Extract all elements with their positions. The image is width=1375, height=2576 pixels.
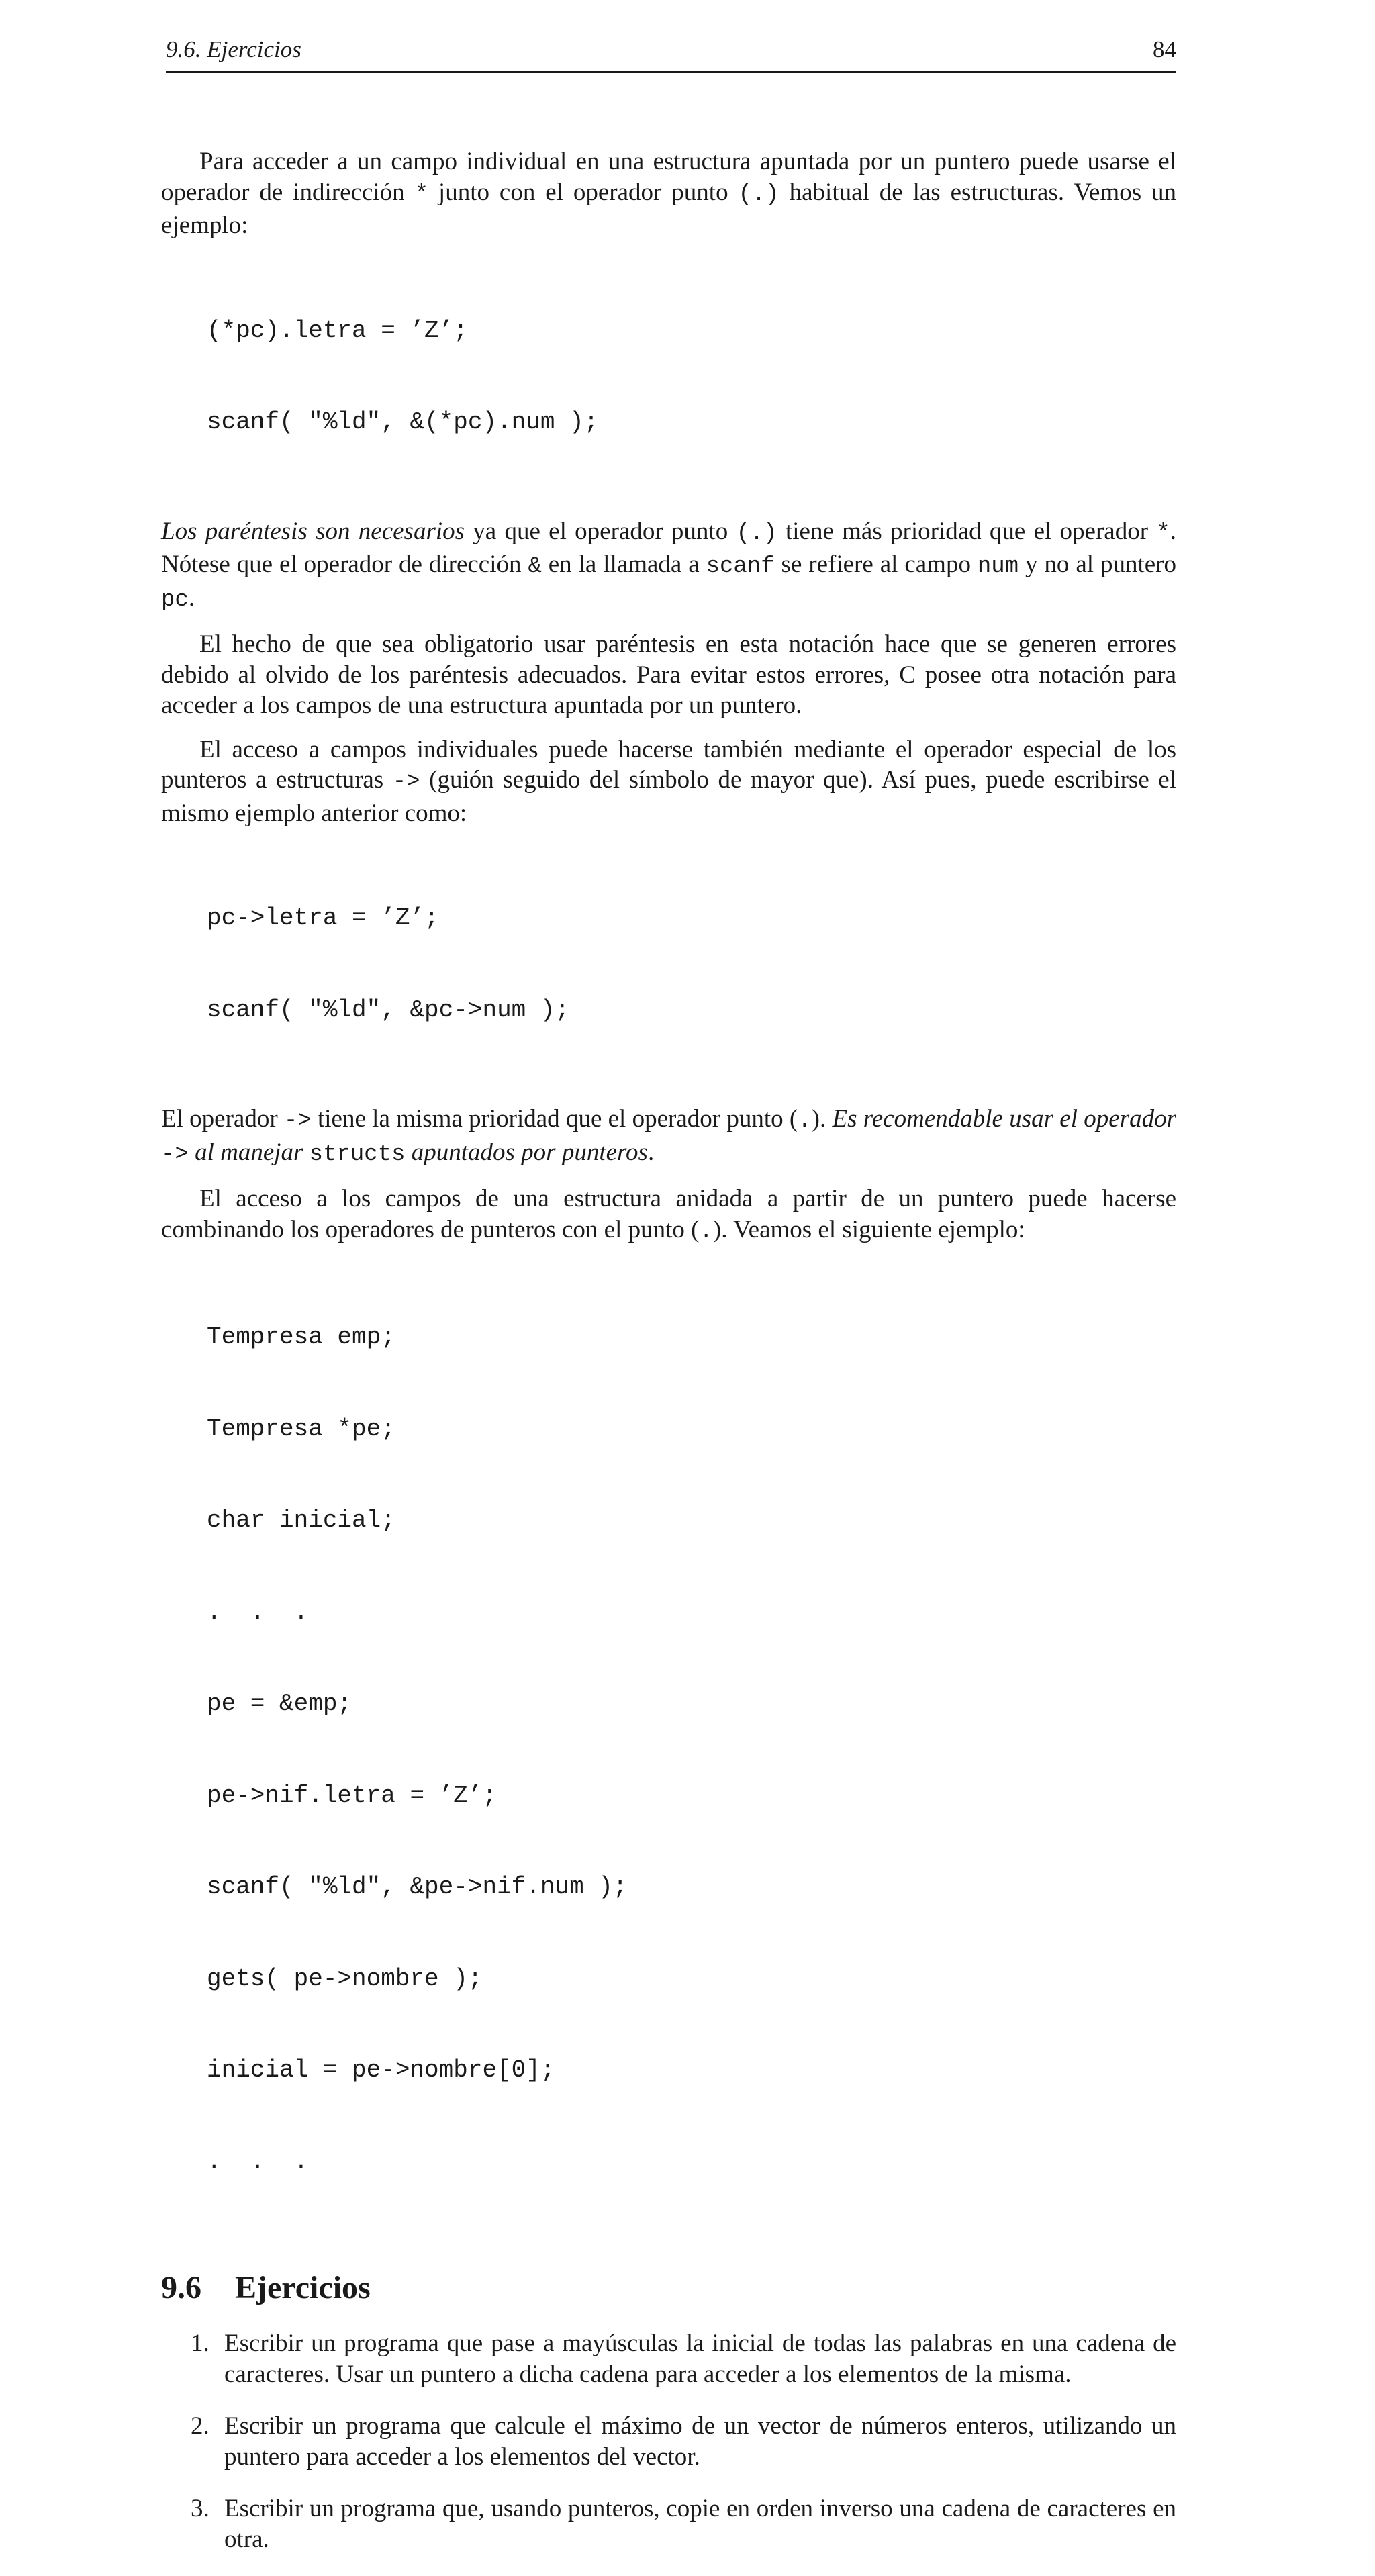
text-run: se refiere al campo bbox=[774, 551, 978, 578]
code-line: inicial = pe->nombre[0]; bbox=[207, 2056, 555, 2084]
text-run: El acceso a campos individuales puede hacerse también mediante el operador especial de los punteros a estructuras bbox=[161, 735, 1176, 794]
code-inline: structs bbox=[309, 1141, 406, 1167]
paragraph-2 bbox=[161, 516, 1176, 616]
text-run: ya que el operador punto bbox=[465, 517, 737, 545]
code-inline: scanf bbox=[706, 554, 775, 579]
exercise-text: Escribir un programa que calcule el máximo de un vector de números enteros, utilizando un puntero para acceder a los elementos del vector. bbox=[224, 2412, 1176, 2471]
code-line: (*pc).letra = ’Z’; bbox=[207, 316, 468, 344]
list-item bbox=[161, 2493, 1176, 2555]
text-run: junto con el operador punto bbox=[428, 178, 739, 206]
code-line: gets( pe->nombre ); bbox=[207, 1964, 483, 1993]
text-run: El acceso a los campos de una estructura anidada a partir de un puntero puede hacerse combinando los operadores de punteros con el punto ( bbox=[161, 1185, 1176, 1243]
code-line: scanf( "%ld", &(*pc).num ); bbox=[207, 408, 599, 436]
code-inline: (.) bbox=[736, 520, 777, 546]
exercise-list bbox=[161, 2328, 1176, 2555]
code-line: . . . bbox=[207, 2148, 309, 2176]
code-inline: . bbox=[699, 1219, 713, 1245]
code-inline: & bbox=[528, 554, 542, 579]
paragraph-1 bbox=[161, 146, 1176, 241]
text-run: y no al puntero bbox=[1018, 551, 1176, 578]
code-line: . . . bbox=[207, 1598, 309, 1626]
exercise-number: 2. bbox=[191, 2412, 209, 2440]
code-block-3 bbox=[207, 1261, 1176, 2238]
code-line: Tempresa emp; bbox=[207, 1323, 395, 1351]
code-inline: -> bbox=[392, 769, 420, 795]
code-line: scanf( "%ld", &pe->nif.num ); bbox=[207, 1873, 628, 1901]
text-run: El operador bbox=[161, 1105, 284, 1133]
page-header bbox=[166, 36, 1176, 73]
exercise-number: 3. bbox=[191, 2495, 209, 2522]
code-line: Tempresa *pe; bbox=[207, 1415, 395, 1443]
code-block-1 bbox=[207, 254, 1176, 499]
text-run: ). bbox=[811, 1105, 833, 1133]
exercise-number: 1. bbox=[191, 2330, 209, 2357]
section-heading bbox=[161, 2269, 1176, 2307]
paragraph-6 bbox=[161, 1184, 1176, 1247]
exercise-text: Escribir un programa que, usando punteros, copie en orden inverso una cadena de caracteres en otra. bbox=[224, 2495, 1176, 2553]
paragraph-4 bbox=[161, 734, 1176, 829]
running-title: 9.6. Ejercicios bbox=[166, 36, 301, 62]
code-block-2 bbox=[207, 842, 1176, 1086]
code-line: pe = &emp; bbox=[207, 1690, 352, 1717]
paragraph-5 bbox=[161, 1104, 1176, 1170]
page-number: 84 bbox=[1153, 36, 1176, 62]
exercise-text: Escribir un programa que pase a mayúsculas la inicial de todas las palabras en una cadena de caracteres. Usar un puntero a dicha cadena para acceder a los elementos de la misma. bbox=[224, 2330, 1176, 2388]
text-run: . bbox=[647, 1138, 655, 1166]
page-body bbox=[161, 146, 1176, 2576]
code-inline: * bbox=[1156, 520, 1170, 546]
code-inline: (.) bbox=[738, 181, 779, 207]
text-run: (guión seguido del símbolo de mayor que). Así pues, puede escribirse el mismo ejemplo anterior como: bbox=[161, 766, 1176, 827]
italic-run: apuntados por punteros bbox=[405, 1138, 648, 1166]
list-item bbox=[161, 2411, 1176, 2472]
text-run: ). Veamos el siguiente ejemplo: bbox=[712, 1215, 1025, 1243]
code-line: char inicial; bbox=[207, 1507, 395, 1534]
code-inline: num bbox=[977, 554, 1019, 579]
italic-run: Los paréntesis son necesarios bbox=[161, 517, 465, 545]
code-inline: pc bbox=[161, 587, 189, 613]
code-inline: . bbox=[798, 1108, 812, 1134]
list-item bbox=[161, 2328, 1176, 2389]
text-run: . bbox=[188, 583, 195, 612]
text-run: habitual de las estructuras. Vemos un ejemplo: bbox=[161, 178, 1177, 239]
code-line: pe->nif.letra = ’Z’; bbox=[207, 1781, 497, 1809]
text-run: . Nótese que el operador de dirección bbox=[161, 517, 1176, 578]
text-run: tiene más prioridad que el operador bbox=[777, 517, 1157, 545]
code-inline: -> bbox=[161, 1141, 189, 1167]
section-title: Ejercicios bbox=[235, 2270, 371, 2305]
text-run: tiene la misma prioridad que el operador punto ( bbox=[311, 1105, 798, 1133]
code-inline: * bbox=[414, 181, 429, 207]
code-inline: -> bbox=[283, 1108, 312, 1134]
code-line: scanf( "%ld", &pc->num ); bbox=[207, 996, 570, 1024]
text-run: Para acceder a un campo individual en una estructura apuntada por un puntero puede usarse el operador de indirección bbox=[161, 148, 1176, 206]
code-line: pc->letra = ’Z’; bbox=[207, 904, 439, 932]
italic-run: al manejar bbox=[188, 1138, 310, 1166]
paragraph-3: El hecho de que sea obligatorio usar paréntesis en esta notación hace que se generen errores debido al olvido de los paréntesis adecuados. Para evitar estos errores, C posee otra notación para acceder a los campos de una estructura apuntada por un puntero. bbox=[161, 630, 1176, 719]
italic-run: Es recomendable usar el operador bbox=[832, 1105, 1176, 1133]
text-run: en la llamada a bbox=[541, 551, 706, 578]
section-number: 9.6 bbox=[161, 2270, 201, 2305]
